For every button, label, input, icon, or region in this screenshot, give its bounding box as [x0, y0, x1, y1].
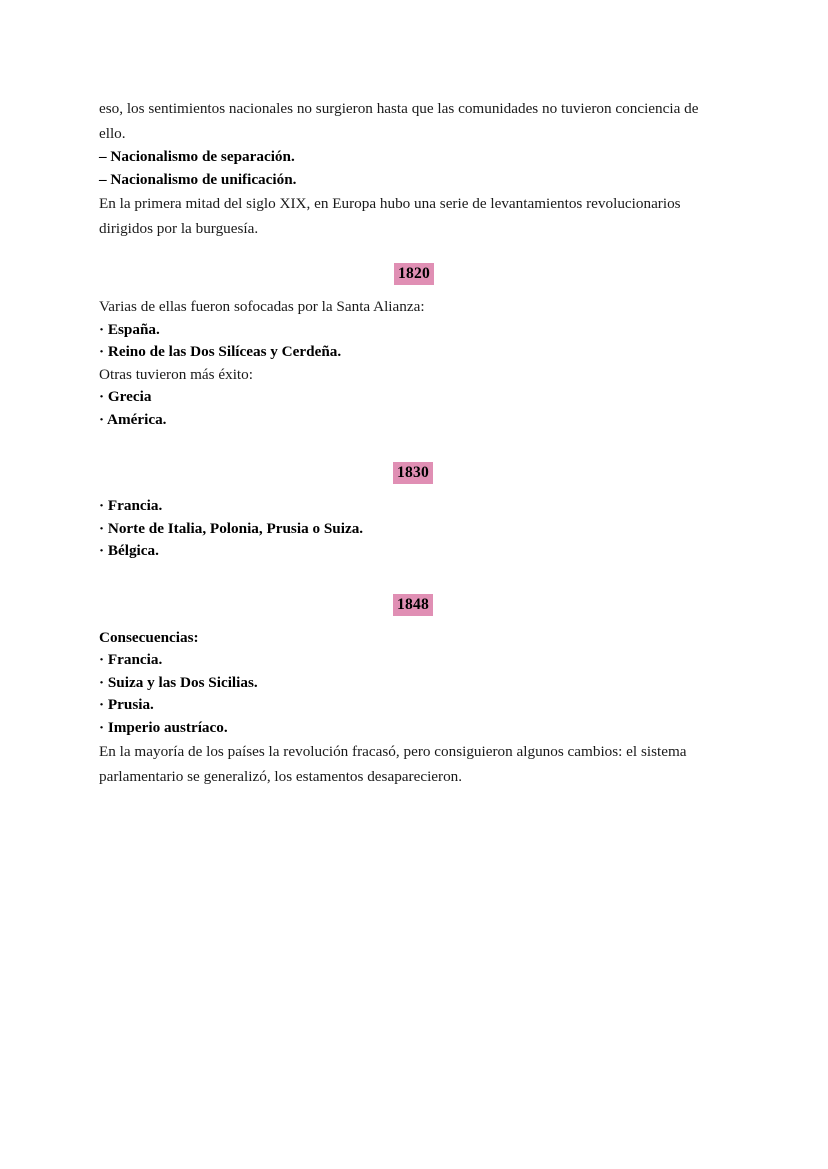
year-heading-1830-wrap	[99, 462, 699, 484]
section-1830-item-francia: · Francia.	[99, 497, 163, 514]
section-1830-item-belgica: · Bélgica.	[99, 542, 159, 559]
spacer	[99, 616, 699, 627]
spacer	[99, 285, 699, 296]
section-1820-mid: Otras tuvieron más éxito:	[99, 365, 253, 383]
closing-paragraph: En la mayoría de los países la revolución fracasó, pero consiguieron algunos cambios: el sistema parlamentario se generalizó, los estamentos desaparecieron.	[99, 743, 687, 785]
section-1820-lead: Varias de ellas fueron sofocadas por la Santa Alianza:	[99, 298, 425, 315]
section-1848-item-prusia: · Prusia.	[99, 696, 154, 713]
section-1848-heading: Consecuencias:	[99, 628, 199, 646]
spacer	[99, 431, 699, 462]
section-1848-item-francia: · Francia.	[99, 651, 163, 668]
year-heading-1848: 1848	[393, 594, 433, 616]
year-heading-1820-wrap	[99, 263, 699, 285]
nationalism-unification-item: – Nacionalismo de unificación.	[99, 170, 297, 188]
spacer	[99, 241, 699, 263]
spacer	[99, 563, 699, 594]
section-1820-item-espana: · España.	[99, 320, 160, 338]
year-heading-1830: 1830	[393, 462, 433, 484]
section-1820-item-america: · América.	[99, 410, 167, 428]
section-1820-item-dos-sicilias: · Reino de las Dos Silíceas y Cerdeña.	[99, 343, 342, 360]
paragraph-revolutions: En la primera mitad del siglo XIX, en Europa hubo una serie de levantamientos revolucionarios dirigidos por la burguesía.	[99, 195, 681, 237]
document-body	[99, 96, 699, 789]
year-heading-1848-wrap	[99, 594, 699, 616]
section-1848-item-imperio-austriaco: · Imperio austríaco.	[99, 718, 228, 736]
intro-paragraph: eso, los sentimientos nacionales no surgieron hasta que las comunidades no tuvieron conciencia de ello.	[99, 100, 699, 142]
spacer	[99, 484, 699, 495]
year-heading-1820: 1820	[394, 263, 434, 285]
section-1848-item-suiza: · Suiza y las Dos Sicilias.	[99, 673, 258, 691]
section-1830-item-norte-italia: · Norte de Italia, Polonia, Prusia o Suiza.	[99, 519, 364, 537]
nationalism-separation-item: – Nacionalismo de separación.	[99, 148, 295, 165]
section-1820-item-grecia: · Grecia	[99, 388, 152, 405]
